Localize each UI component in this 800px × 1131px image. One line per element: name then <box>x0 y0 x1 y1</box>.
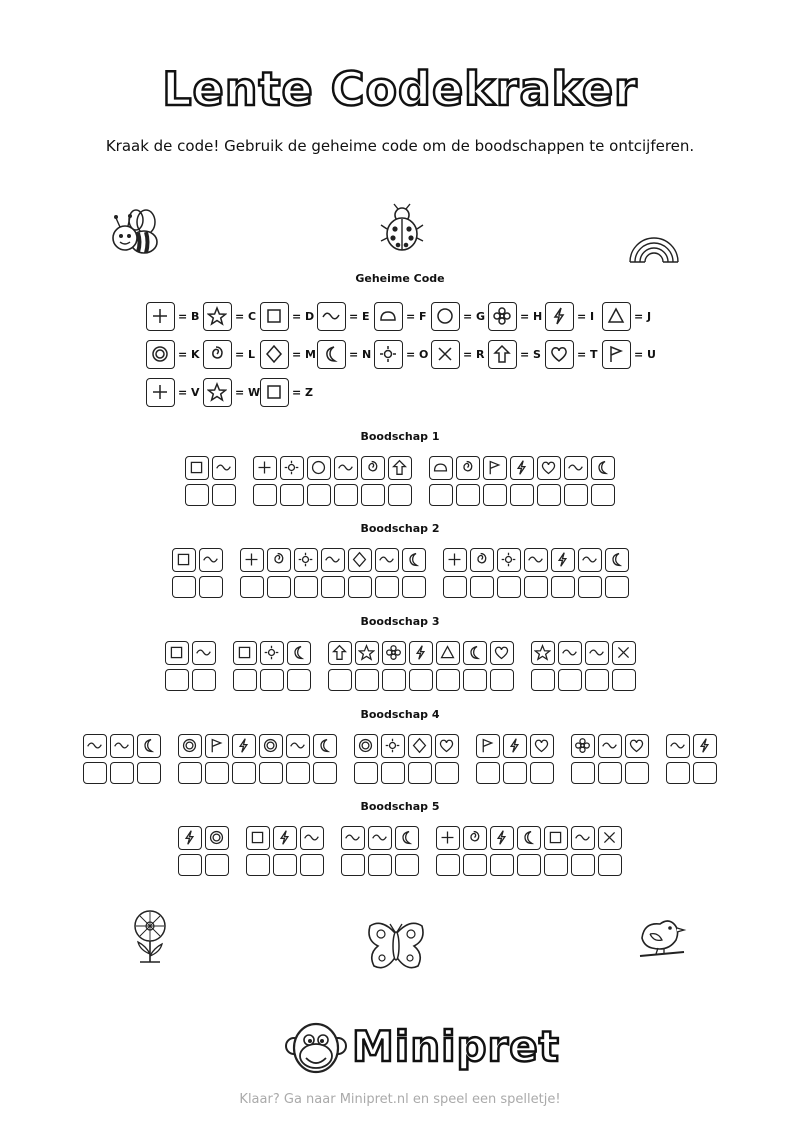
sun-icon <box>294 548 318 572</box>
wave-icon <box>524 548 548 572</box>
key-letter-f: = F <box>406 310 427 323</box>
monkey-logo-icon <box>284 1020 348 1078</box>
answer-box[interactable] <box>476 762 500 784</box>
target-icon <box>259 734 283 758</box>
key-letter-b: = B <box>178 310 200 323</box>
bolt-icon <box>693 734 717 758</box>
plus-icon <box>146 302 175 331</box>
moon-icon <box>313 734 337 758</box>
flag-icon <box>476 734 500 758</box>
answer-box[interactable] <box>212 484 236 506</box>
answer-box[interactable] <box>490 669 514 691</box>
heart-icon <box>435 734 459 758</box>
bee-icon <box>108 208 164 262</box>
circle-icon <box>431 302 460 331</box>
flower-icon <box>571 734 595 758</box>
instructions: Kraak de code! Gebruik de geheime code om de boodschappen te ontcijferen. <box>105 137 695 155</box>
key-letter-h: = H <box>520 310 543 323</box>
bolt-icon <box>409 641 433 665</box>
answer-box[interactable] <box>341 854 365 876</box>
square-icon <box>544 826 568 850</box>
answer-box[interactable] <box>178 762 202 784</box>
sun-icon <box>260 641 284 665</box>
answer-box[interactable] <box>253 484 277 506</box>
answer-box[interactable] <box>280 484 304 506</box>
answer-box[interactable] <box>456 484 480 506</box>
key-letter-e: = E <box>349 310 370 323</box>
answer-box[interactable] <box>348 576 372 598</box>
wave-icon <box>571 826 595 850</box>
answer-box[interactable] <box>517 854 541 876</box>
message-label: Boodschap 1 <box>360 430 440 443</box>
page-title: Lente Codekraker <box>162 62 638 116</box>
spiral-icon <box>456 456 480 480</box>
key-letter-v: = V <box>178 386 200 399</box>
answer-box[interactable] <box>205 762 229 784</box>
answer-box[interactable] <box>307 484 331 506</box>
key-letter-z: = Z <box>292 386 314 399</box>
flower-icon <box>382 641 406 665</box>
cloud-icon <box>374 302 403 331</box>
answer-box[interactable] <box>381 762 405 784</box>
answer-box[interactable] <box>408 762 432 784</box>
answer-box[interactable] <box>463 669 487 691</box>
target-icon <box>146 340 175 369</box>
bird-icon <box>634 912 688 962</box>
answer-box[interactable] <box>578 576 602 598</box>
answer-box[interactable] <box>172 576 196 598</box>
star-icon <box>203 378 232 407</box>
spiral-icon <box>267 548 291 572</box>
flag-icon <box>602 340 631 369</box>
answer-box[interactable] <box>246 854 270 876</box>
answer-box[interactable] <box>137 762 161 784</box>
answer-box[interactable] <box>490 854 514 876</box>
plus-icon <box>443 548 467 572</box>
key-letter-d: = D <box>292 310 315 323</box>
answer-box[interactable] <box>598 762 622 784</box>
square-icon <box>165 641 189 665</box>
star-icon <box>203 302 232 331</box>
answer-box[interactable] <box>273 854 297 876</box>
cloud-icon <box>429 456 453 480</box>
answer-box[interactable] <box>571 854 595 876</box>
wave-icon <box>334 456 358 480</box>
answer-box[interactable] <box>625 762 649 784</box>
plus-icon <box>240 548 264 572</box>
heart-icon <box>625 734 649 758</box>
answer-box[interactable] <box>537 484 561 506</box>
answer-box[interactable] <box>551 576 575 598</box>
wave-icon <box>558 641 582 665</box>
heart-icon <box>490 641 514 665</box>
answer-box[interactable] <box>409 669 433 691</box>
answer-box[interactable] <box>375 576 399 598</box>
answer-box[interactable] <box>510 484 534 506</box>
key-letter-m: = M <box>292 348 316 361</box>
answer-box[interactable] <box>402 576 426 598</box>
wave-icon <box>317 302 346 331</box>
bolt-icon <box>510 456 534 480</box>
answer-box[interactable] <box>361 484 385 506</box>
moon-icon <box>287 641 311 665</box>
answer-box[interactable] <box>483 484 507 506</box>
moon-icon <box>137 734 161 758</box>
bolt-icon <box>545 302 574 331</box>
square-icon <box>172 548 196 572</box>
key-letter-j: = J <box>634 310 652 323</box>
sun-icon <box>374 340 403 369</box>
answer-box[interactable] <box>110 762 134 784</box>
wave-icon <box>286 734 310 758</box>
wave-icon <box>666 734 690 758</box>
moon-icon <box>463 641 487 665</box>
flag-icon <box>483 456 507 480</box>
answer-box[interactable] <box>429 484 453 506</box>
wave-icon <box>341 826 365 850</box>
moon-icon <box>402 548 426 572</box>
bolt-icon <box>503 734 527 758</box>
wave-icon <box>598 734 622 758</box>
bolt-icon <box>551 548 575 572</box>
wave-icon <box>199 548 223 572</box>
answer-box[interactable] <box>205 854 229 876</box>
cross-icon <box>612 641 636 665</box>
answer-box[interactable] <box>531 669 555 691</box>
diamond-icon <box>348 548 372 572</box>
answer-box[interactable] <box>571 762 595 784</box>
flag-icon <box>205 734 229 758</box>
key-letter-o: = O <box>406 348 429 361</box>
key-letter-u: = U <box>634 348 656 361</box>
circle-icon <box>307 456 331 480</box>
answer-box[interactable] <box>232 762 256 784</box>
wave-icon <box>585 641 609 665</box>
answer-box[interactable] <box>192 669 216 691</box>
wave-icon <box>375 548 399 572</box>
spiral-icon <box>203 340 232 369</box>
butterfly-icon <box>364 920 428 976</box>
spiral-icon <box>463 826 487 850</box>
cross-icon <box>431 340 460 369</box>
key-letter-i: = I <box>577 310 595 323</box>
answer-box[interactable] <box>83 762 107 784</box>
sun-icon <box>497 548 521 572</box>
answer-box[interactable] <box>470 576 494 598</box>
answer-box[interactable] <box>233 669 257 691</box>
answer-box[interactable] <box>564 484 588 506</box>
answer-box[interactable] <box>382 669 406 691</box>
answer-box[interactable] <box>612 669 636 691</box>
message-label: Boodschap 4 <box>360 708 440 721</box>
answer-box[interactable] <box>435 762 459 784</box>
spiral-icon <box>470 548 494 572</box>
arrow-icon <box>328 641 352 665</box>
answer-box[interactable] <box>388 484 412 506</box>
answer-box[interactable] <box>693 762 717 784</box>
square-icon <box>233 641 257 665</box>
bolt-icon <box>232 734 256 758</box>
key-letter-t: = T <box>577 348 598 361</box>
target-icon <box>354 734 378 758</box>
answer-box[interactable] <box>267 576 291 598</box>
answer-box[interactable] <box>178 854 202 876</box>
answer-box[interactable] <box>368 854 392 876</box>
star-icon <box>531 641 555 665</box>
answer-box[interactable] <box>558 669 582 691</box>
answer-box[interactable] <box>199 576 223 598</box>
wave-icon <box>83 734 107 758</box>
diamond-icon <box>408 734 432 758</box>
key-letter-r: = R <box>463 348 485 361</box>
answer-box[interactable] <box>503 762 527 784</box>
triangle-icon <box>436 641 460 665</box>
answer-box[interactable] <box>436 854 460 876</box>
key-letter-n: = N <box>349 348 372 361</box>
key-letter-c: = C <box>235 310 257 323</box>
moon-icon <box>317 340 346 369</box>
spiral-icon <box>361 456 385 480</box>
rainbow-icon <box>626 212 682 264</box>
answer-box[interactable] <box>240 576 264 598</box>
wave-icon <box>212 456 236 480</box>
plus-icon <box>253 456 277 480</box>
message-label: Boodschap 3 <box>360 615 440 628</box>
message-label: Boodschap 2 <box>360 522 440 535</box>
answer-box[interactable] <box>524 576 548 598</box>
heart-icon <box>545 340 574 369</box>
wave-icon <box>192 641 216 665</box>
key-letter-s: = S <box>520 348 541 361</box>
plus-icon <box>146 378 175 407</box>
heart-icon <box>537 456 561 480</box>
bolt-icon <box>273 826 297 850</box>
wave-icon <box>564 456 588 480</box>
answer-box[interactable] <box>497 576 521 598</box>
moon-icon <box>605 548 629 572</box>
answer-box[interactable] <box>313 762 337 784</box>
square-icon <box>260 378 289 407</box>
answer-box[interactable] <box>294 576 318 598</box>
diamond-icon <box>260 340 289 369</box>
answer-box[interactable] <box>300 854 324 876</box>
sun-icon <box>280 456 304 480</box>
bolt-icon <box>490 826 514 850</box>
answer-box[interactable] <box>354 762 378 784</box>
cross-icon <box>598 826 622 850</box>
answer-box[interactable] <box>334 484 358 506</box>
wave-icon <box>321 548 345 572</box>
key-letter-k: = K <box>178 348 200 361</box>
bolt-icon <box>178 826 202 850</box>
answer-box[interactable] <box>666 762 690 784</box>
sun-icon <box>381 734 405 758</box>
arrow-icon <box>488 340 517 369</box>
answer-box[interactable] <box>355 669 379 691</box>
logo-text: Minipret <box>352 1022 560 1071</box>
target-icon <box>205 826 229 850</box>
answer-box[interactable] <box>165 669 189 691</box>
star-icon <box>355 641 379 665</box>
heart-icon <box>530 734 554 758</box>
arrow-icon <box>388 456 412 480</box>
answer-box[interactable] <box>259 762 283 784</box>
square-icon <box>246 826 270 850</box>
footer-text: Klaar? Ga naar Minipret.nl en speel een spelletje! <box>239 1092 561 1107</box>
answer-box[interactable] <box>591 484 615 506</box>
key-letter-g: = G <box>463 310 486 323</box>
answer-box[interactable] <box>321 576 345 598</box>
key-letter-l: = L <box>235 348 256 361</box>
moon-icon <box>591 456 615 480</box>
moon-icon <box>517 826 541 850</box>
key-letter-w: = W <box>235 386 261 399</box>
flower-icon <box>488 302 517 331</box>
wave-icon <box>300 826 324 850</box>
dandelion-icon <box>128 908 172 964</box>
target-icon <box>178 734 202 758</box>
moon-icon <box>395 826 419 850</box>
answer-box[interactable] <box>328 669 352 691</box>
square-icon <box>260 302 289 331</box>
answer-box[interactable] <box>605 576 629 598</box>
answer-box[interactable] <box>395 854 419 876</box>
answer-box[interactable] <box>260 669 284 691</box>
wave-icon <box>368 826 392 850</box>
answer-box[interactable] <box>287 669 311 691</box>
wave-icon <box>110 734 134 758</box>
plus-icon <box>436 826 460 850</box>
answer-box[interactable] <box>544 854 568 876</box>
triangle-icon <box>602 302 631 331</box>
answer-box[interactable] <box>463 854 487 876</box>
answer-box[interactable] <box>286 762 310 784</box>
answer-box[interactable] <box>443 576 467 598</box>
wave-icon <box>578 548 602 572</box>
message-label: Boodschap 5 <box>360 800 440 813</box>
square-icon <box>185 456 209 480</box>
answer-box[interactable] <box>530 762 554 784</box>
answer-box[interactable] <box>436 669 460 691</box>
answer-box[interactable] <box>185 484 209 506</box>
answer-box[interactable] <box>598 854 622 876</box>
ladybug-icon <box>378 203 426 255</box>
key-heading: Geheime Code <box>355 272 445 285</box>
answer-box[interactable] <box>585 669 609 691</box>
